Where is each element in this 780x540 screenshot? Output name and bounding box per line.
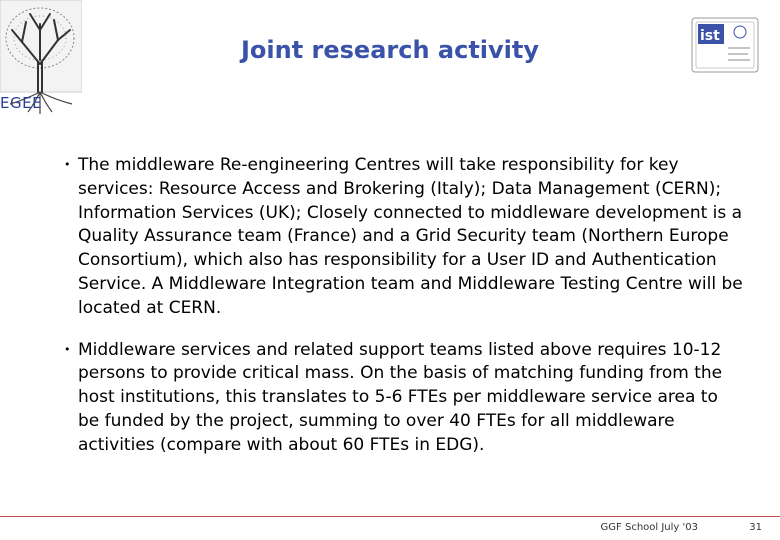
bullet-item: [64, 339, 744, 458]
ist-logo: [690, 16, 760, 74]
footer-text: GGF School July '03: [600, 522, 698, 533]
slide-title: Joint research activity: [240, 36, 540, 64]
footer-divider: [0, 516, 780, 517]
ist-logo-text: ist: [700, 28, 720, 44]
bullet-text: The middleware Re-engineering Centres will take responsibility for key services: Resource Access and Brokering (Italy); Data Management (CERN); Information Services (UK); Closely connected to middleware development is a Quality Assurance team (France) and a Grid Security team (Northern Europe Consortium), which also has responsibility for a User ID and Authentication Service. A Middleware Integration team and Middleware Testing Centre will be located at CERN.: [78, 155, 743, 318]
bullet-icon: •: [64, 158, 71, 171]
egee-logo-text: EGEE: [0, 94, 43, 112]
bullet-item: [64, 154, 744, 321]
bullet-text: Middleware services and related support teams listed above requires 10-12 persons to provide critical mass. On the basis of matching funding from the host institutions, this translates to 5-6 FTEs per middleware service area to be funded by the project, summing to over 40 FTEs for all middleware activities (compare with about 60 FTEs in EDG).: [78, 339, 723, 455]
page-number: 31: [749, 522, 762, 533]
slide-content: [64, 154, 744, 458]
bullet-icon: •: [64, 342, 71, 356]
